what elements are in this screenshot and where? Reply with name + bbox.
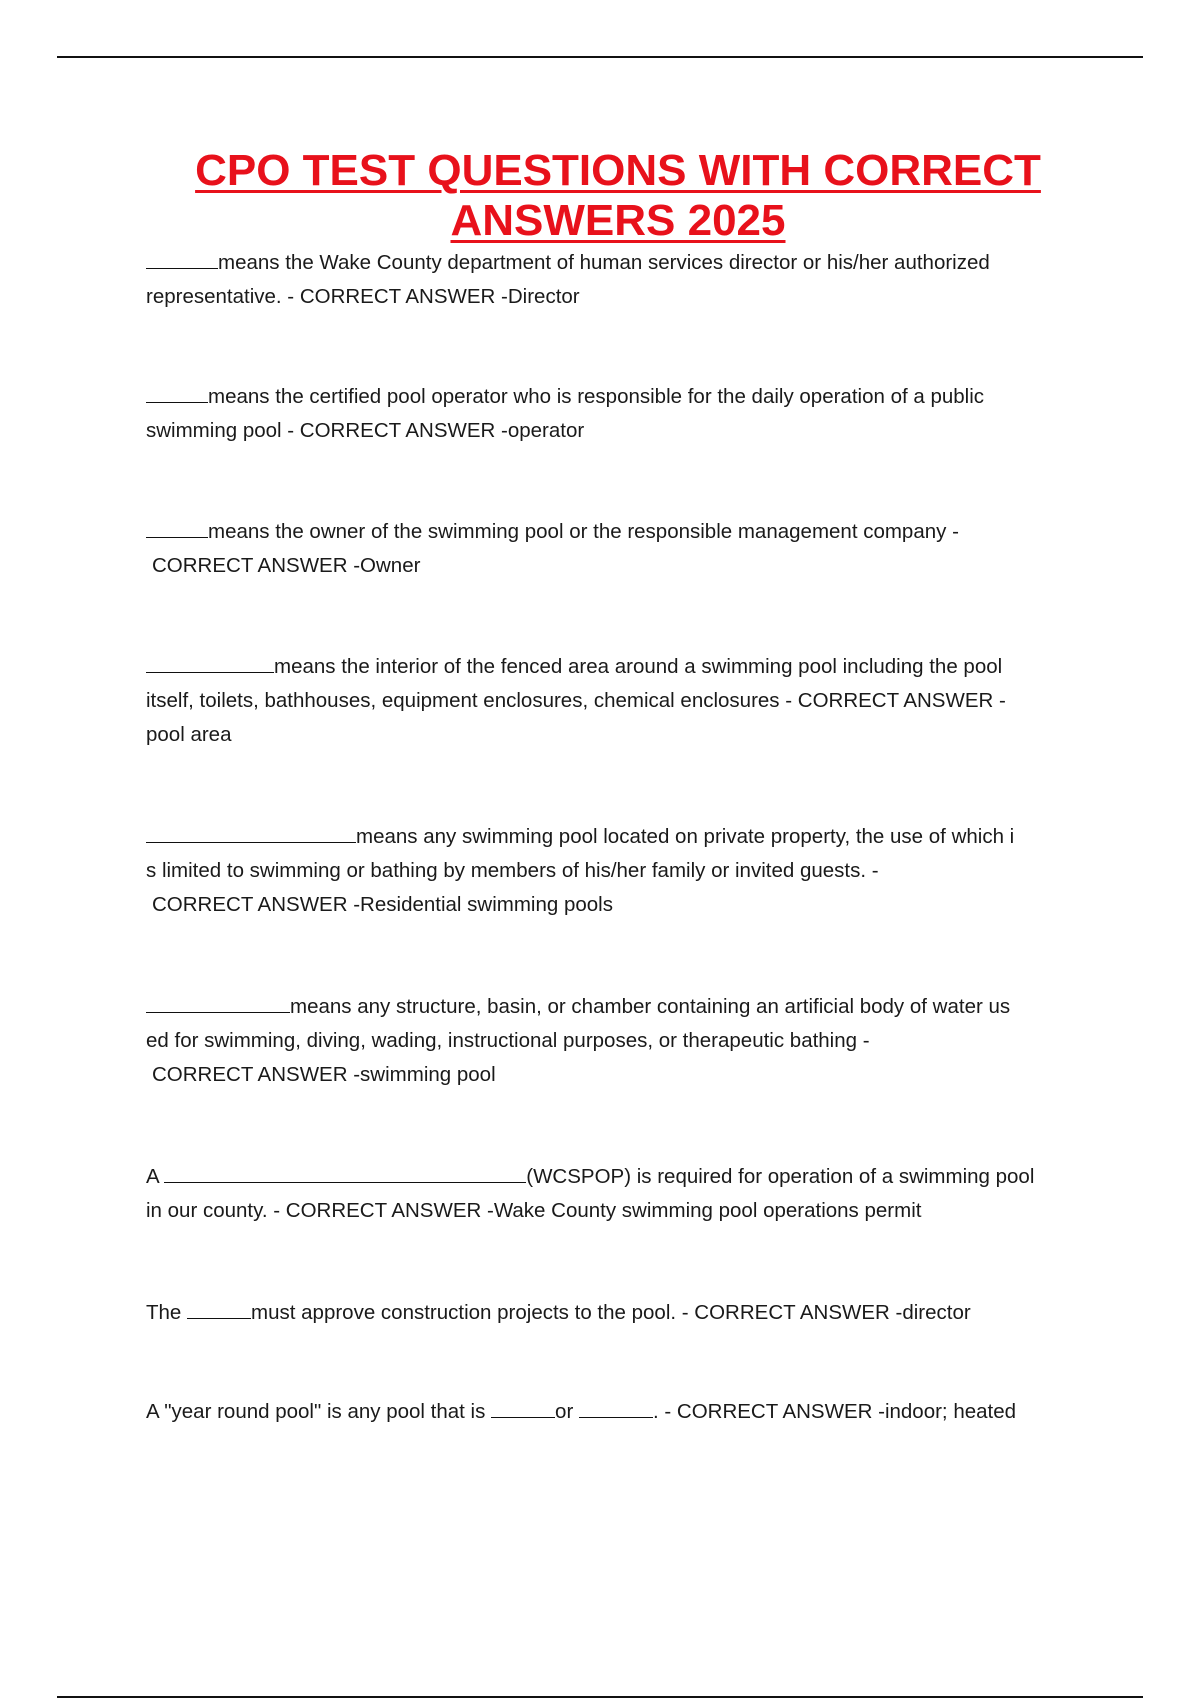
question-prefix: A "year round pool" is any pool that is bbox=[146, 1400, 492, 1423]
question-text: means any swimming pool located on private property, the use of which i bbox=[356, 825, 1015, 848]
question-item bbox=[146, 246, 1081, 314]
question-text: means the owner of the swimming pool or the responsible management company - bbox=[208, 520, 959, 543]
question-item bbox=[146, 515, 1081, 583]
question-text: . - CORRECT ANSWER -indoor; heated bbox=[652, 1400, 1017, 1423]
question-text: means the certified pool operator who is responsible for the daily operation of a public bbox=[208, 385, 985, 408]
question-item bbox=[146, 1296, 1081, 1330]
question-text-middle: or bbox=[555, 1400, 579, 1423]
correct-answer-line: CORRECT ANSWER -swimming pool bbox=[152, 1063, 496, 1086]
question-text-continued: ed for swimming, diving, wading, instructional purposes, or therapeutic bathing - bbox=[146, 1029, 870, 1052]
question-text-continued: in our county. - CORRECT ANSWER -Wake County swimming pool operations permit bbox=[146, 1199, 922, 1222]
question-text: means any structure, basin, or chamber containing an artificial body of water us bbox=[290, 995, 1011, 1018]
answer-blank bbox=[146, 992, 290, 1013]
question-text-continued: s limited to swimming or bathing by members of his/her family or invited guests. - bbox=[146, 859, 879, 882]
question-text: means the Wake County department of human services director or his/her authorized bbox=[218, 251, 990, 274]
question-text: means the interior of the fenced area around a swimming pool including the pool bbox=[274, 655, 1003, 678]
correct-answer-line: CORRECT ANSWER -Residential swimming pools bbox=[152, 893, 613, 916]
answer-blank bbox=[579, 1397, 653, 1418]
question-prefix: A bbox=[146, 1165, 165, 1188]
question-item bbox=[146, 380, 1081, 448]
question-text-continued: representative. - CORRECT ANSWER -Director bbox=[146, 285, 580, 308]
correct-answer-line: CORRECT ANSWER -Owner bbox=[152, 554, 421, 577]
question-item bbox=[146, 650, 1081, 752]
question-item bbox=[146, 1395, 1081, 1429]
correct-answer-line: pool area bbox=[146, 723, 232, 746]
question-text: (WCSPOP) is required for operation of a swimming pool bbox=[526, 1165, 1035, 1188]
document-title-line-2: ANSWERS 2025 bbox=[450, 196, 786, 245]
answer-blank bbox=[164, 1162, 526, 1183]
question-text: must approve construction projects to the pool. - CORRECT ANSWER -director bbox=[251, 1301, 971, 1324]
document-title bbox=[100, 146, 1136, 246]
answer-blank bbox=[146, 382, 208, 403]
question-item bbox=[146, 990, 1081, 1092]
question-text-continued: swimming pool - CORRECT ANSWER -operator bbox=[146, 419, 585, 442]
document-title-line-1: CPO TEST QUESTIONS WITH CORRECT bbox=[195, 146, 1041, 195]
top-rule bbox=[57, 56, 1143, 58]
answer-blank bbox=[187, 1298, 251, 1319]
answer-blank bbox=[491, 1397, 555, 1418]
question-text-continued: itself, toilets, bathhouses, equipment enclosures, chemical enclosures - CORRECT ANSWER - bbox=[146, 689, 1006, 712]
answer-blank bbox=[146, 248, 218, 269]
question-prefix: The bbox=[146, 1301, 188, 1324]
question-item bbox=[146, 820, 1081, 922]
answer-blank bbox=[146, 652, 274, 673]
bottom-rule bbox=[57, 1696, 1143, 1698]
answer-blank bbox=[146, 822, 356, 843]
question-item bbox=[146, 1160, 1081, 1228]
answer-blank bbox=[146, 517, 208, 538]
